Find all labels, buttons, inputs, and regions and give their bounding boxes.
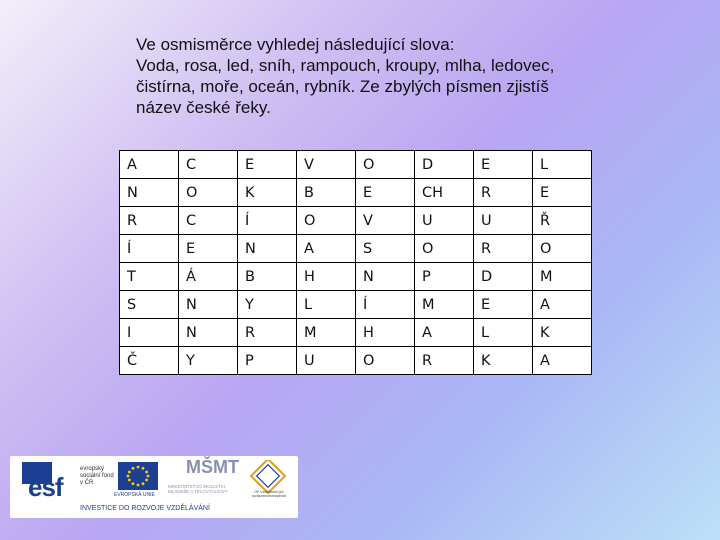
word-search-grid — [119, 150, 592, 375]
grid-cell: E — [179, 235, 238, 263]
esf-logo — [18, 462, 114, 502]
grid-cell: N — [120, 179, 179, 207]
grid-cell: N — [179, 291, 238, 319]
grid-cell: O — [415, 235, 474, 263]
instructions-text — [136, 34, 606, 118]
grid-row — [120, 319, 592, 347]
eu-caption: EVROPSKÁ UNIE — [114, 492, 155, 498]
grid-cell: D — [415, 151, 474, 179]
grid-cell: CH — [415, 179, 474, 207]
grid-row — [120, 207, 592, 235]
grid-cell: E — [356, 179, 415, 207]
grid-cell: S — [120, 291, 179, 319]
grid-cell: N — [238, 235, 297, 263]
grid-cell: Á — [179, 263, 238, 291]
grid-cell: A — [297, 235, 356, 263]
grid-cell: N — [356, 263, 415, 291]
grid-cell: V — [297, 151, 356, 179]
grid-cell: Í — [238, 207, 297, 235]
instruction-line: Voda, rosa, led, sníh, rampouch, kroupy, mlha, ledovec, — [136, 56, 555, 75]
grid-cell: Č — [120, 347, 179, 375]
grid-cell: Ř — [533, 207, 592, 235]
grid-cell: M — [533, 263, 592, 291]
grid-cell: L — [474, 319, 533, 347]
grid-cell: I — [120, 319, 179, 347]
grid-cell: R — [474, 179, 533, 207]
grid-cell: R — [120, 207, 179, 235]
grid-row — [120, 235, 592, 263]
grid-cell: A — [533, 291, 592, 319]
grid-cell: Í — [356, 291, 415, 319]
grid-cell: U — [415, 207, 474, 235]
msmt-caption: MINISTERSTVO ŠKOLSTVÍ, MLÁDEŽE A TĚLOVÝCHOVY — [168, 484, 228, 494]
grid-row — [120, 291, 592, 319]
grid-cell: U — [474, 207, 533, 235]
grid-cell: M — [415, 291, 474, 319]
msmt-logo — [168, 458, 238, 500]
grid-cell: U — [297, 347, 356, 375]
investment-caption: INVESTICE DO ROZVOJE VZDĚLÁVÁNÍ — [80, 505, 210, 512]
grid-cell: K — [238, 179, 297, 207]
grid-row — [120, 347, 592, 375]
eu-flag-icon — [118, 462, 158, 490]
grid-cell: N — [179, 319, 238, 347]
msmt-mark: MŠMT — [186, 457, 239, 477]
grid-row — [120, 179, 592, 207]
funding-logos — [10, 456, 298, 518]
grid-cell: H — [297, 263, 356, 291]
grid-cell: L — [533, 151, 592, 179]
esf-mark: esf — [28, 472, 63, 502]
grid-cell: O — [297, 207, 356, 235]
grid-cell: S — [356, 235, 415, 263]
grid-cell: O — [356, 151, 415, 179]
grid-cell: L — [297, 291, 356, 319]
grid-cell: R — [415, 347, 474, 375]
grid-cell: K — [533, 319, 592, 347]
grid-cell: Í — [120, 235, 179, 263]
grid-cell: T — [120, 263, 179, 291]
grid-cell: B — [238, 263, 297, 291]
grid-cell: D — [474, 263, 533, 291]
op-caption: OP Vzdělávání pro konkurenceschopnost — [251, 490, 287, 498]
grid-cell: H — [356, 319, 415, 347]
grid-cell: Y — [179, 347, 238, 375]
grid-cell: E — [474, 151, 533, 179]
grid-cell: V — [356, 207, 415, 235]
grid-cell: E — [474, 291, 533, 319]
grid-cell: E — [533, 179, 592, 207]
grid-cell: A — [415, 319, 474, 347]
instruction-line: čistírna, moře, oceán, rybník. Ze zbylých písmen zjistíš — [136, 77, 549, 96]
grid-cell: A — [533, 347, 592, 375]
grid-cell: P — [238, 347, 297, 375]
grid-cell: M — [297, 319, 356, 347]
esf-caption: evropský sociální fond v ČR — [80, 466, 114, 486]
instruction-line: Ve osmisměrce vyhledej následující slova: — [136, 35, 455, 54]
grid-cell: R — [474, 235, 533, 263]
grid-cell: A — [120, 151, 179, 179]
grid-cell: O — [179, 179, 238, 207]
grid-cell: Y — [238, 291, 297, 319]
grid-cell: P — [415, 263, 474, 291]
instruction-line: název české řeky. — [136, 98, 271, 117]
grid-cell: E — [238, 151, 297, 179]
grid-cell: O — [356, 347, 415, 375]
grid-cell: C — [179, 151, 238, 179]
grid-row — [120, 151, 592, 179]
grid-row — [120, 263, 592, 291]
grid-cell: R — [238, 319, 297, 347]
grid-cell: O — [533, 235, 592, 263]
grid-cell: C — [179, 207, 238, 235]
grid-cell: K — [474, 347, 533, 375]
grid-cell: B — [297, 179, 356, 207]
